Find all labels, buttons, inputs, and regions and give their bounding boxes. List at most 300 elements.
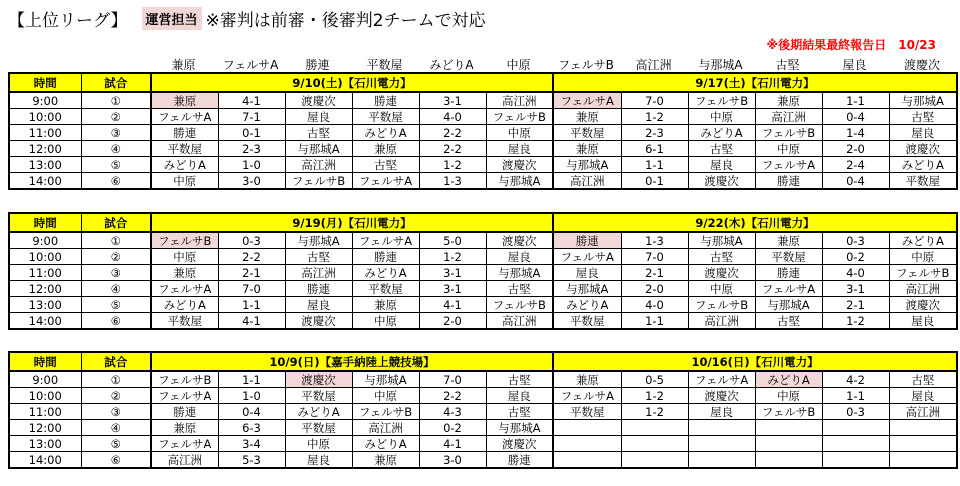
team-cell: 屋良 <box>285 452 352 469</box>
score-cell: 4-1 <box>419 436 486 452</box>
match-row <box>9 452 957 469</box>
match-row <box>9 125 957 141</box>
team-cell: 高江洲 <box>553 173 621 190</box>
team-cell: みどりA <box>688 125 755 141</box>
referee-note: ※審判は前審・後審判2チームで対応 <box>205 10 486 31</box>
team-cell: 兼原 <box>151 265 218 281</box>
team-cell: 高江洲 <box>486 92 553 109</box>
day-title: 10/16(日)【石川電力】 <box>553 352 957 371</box>
score-cell: 3-4 <box>218 436 285 452</box>
team-cell: 中原 <box>688 109 755 125</box>
team-cell: 兼原 <box>352 297 419 313</box>
team-cell <box>553 436 621 452</box>
team-cell: 勝連 <box>486 452 553 469</box>
match-number: ④ <box>81 141 151 157</box>
team-cell: 兼原 <box>553 141 621 157</box>
team-cell: 屋良 <box>889 313 957 330</box>
match-row <box>9 388 957 404</box>
score-cell: 0-1 <box>621 173 688 190</box>
team-cell: フェルサB <box>151 371 218 388</box>
score-cell: 3-0 <box>419 452 486 469</box>
team-cell: 兼原 <box>151 92 218 109</box>
match-row <box>9 232 957 249</box>
team-cell: 与那城A <box>889 92 957 109</box>
team-cell: 屋良 <box>486 141 553 157</box>
team-cell: みどりA <box>889 157 957 173</box>
team-cell: 勝連 <box>285 281 352 297</box>
time-cell: 10:00 <box>9 388 81 404</box>
team-cell: フェルサB <box>889 265 957 281</box>
score-cell: 7-1 <box>218 109 285 125</box>
match-row <box>9 249 957 265</box>
team-cell: 屋良 <box>688 157 755 173</box>
team-cell: 高江洲 <box>285 265 352 281</box>
match-row <box>9 313 957 330</box>
team-cell: 古堅 <box>486 281 553 297</box>
team-cell: フェルサA <box>755 281 822 297</box>
match-number: ② <box>81 249 151 265</box>
score-cell: 1-2 <box>822 313 889 330</box>
team-cell <box>755 420 822 436</box>
team-cell: フェルサA <box>151 281 218 297</box>
team-cell: フェルサB <box>285 173 352 190</box>
team-cell: 与那城A <box>553 157 621 173</box>
score-cell <box>822 436 889 452</box>
score-cell: 4-1 <box>218 92 285 109</box>
team-cell: フェルサB <box>688 92 755 109</box>
score-cell: 1-1 <box>822 388 889 404</box>
match-number: ① <box>81 371 151 388</box>
score-cell: 6-3 <box>218 420 285 436</box>
team-cell: フェルサA <box>352 173 419 190</box>
team-cell: 平数屋 <box>151 313 218 330</box>
team-header: 平数屋 <box>366 58 403 72</box>
report-note: ※後期結果最終報告日 10/23 <box>766 38 936 52</box>
match-number: ④ <box>81 281 151 297</box>
score-cell: 7-0 <box>621 249 688 265</box>
team-cell: 兼原 <box>352 141 419 157</box>
team-cell: 平数屋 <box>553 404 621 420</box>
score-cell: 1-3 <box>621 232 688 249</box>
match-row <box>9 173 957 190</box>
team-cell: 高江洲 <box>285 157 352 173</box>
day-title: 9/10(土)【石川電力】 <box>151 73 553 92</box>
team-cell: 高江洲 <box>151 452 218 469</box>
score-cell: 1-1 <box>218 371 285 388</box>
team-cell <box>755 452 822 469</box>
time-cell: 13:00 <box>9 157 81 173</box>
match-number: ① <box>81 232 151 249</box>
team-cell: フェルサA <box>151 109 218 125</box>
team-cell: 与那城A <box>352 371 419 388</box>
match-row <box>9 109 957 125</box>
team-cell: 古堅 <box>889 109 957 125</box>
team-cell: 平数屋 <box>889 173 957 190</box>
management-label: 運営担当 <box>142 7 202 30</box>
time-cell: 11:00 <box>9 265 81 281</box>
team-cell: 高江洲 <box>352 420 419 436</box>
time-cell: 12:00 <box>9 420 81 436</box>
match-number: ③ <box>81 265 151 281</box>
score-cell: 2-2 <box>419 388 486 404</box>
score-cell: 2-2 <box>419 141 486 157</box>
team-cell: フェルサA <box>151 436 218 452</box>
team-cell: 平数屋 <box>755 249 822 265</box>
time-cell: 9:00 <box>9 232 81 249</box>
team-cell: 古堅 <box>688 249 755 265</box>
time-header: 時間 <box>9 73 81 92</box>
team-cell: 屋良 <box>553 265 621 281</box>
team-header: 勝連 <box>305 58 330 72</box>
team-cell <box>889 420 957 436</box>
score-cell: 3-1 <box>419 92 486 109</box>
match-row <box>9 371 957 388</box>
time-cell: 13:00 <box>9 436 81 452</box>
score-cell: 0-4 <box>218 404 285 420</box>
score-cell: 5-0 <box>419 232 486 249</box>
team-cell: フェルサB <box>352 404 419 420</box>
score-cell: 4-0 <box>419 109 486 125</box>
team-cell: フェルサB <box>688 297 755 313</box>
score-cell: 0-3 <box>822 404 889 420</box>
score-cell <box>822 452 889 469</box>
team-cell <box>889 452 957 469</box>
score-cell <box>621 452 688 469</box>
team-cell: フェルサA <box>553 388 621 404</box>
team-cell <box>688 436 755 452</box>
team-cell: 中原 <box>151 173 218 190</box>
team-cell: フェルサB <box>755 404 822 420</box>
team-cell: 古堅 <box>688 141 755 157</box>
match-number: ⑥ <box>81 313 151 330</box>
time-cell: 9:00 <box>9 92 81 109</box>
team-cell: フェルサB <box>151 232 218 249</box>
team-cell: 平数屋 <box>553 313 621 330</box>
match-row <box>9 404 957 420</box>
team-cell: 渡慶次 <box>285 313 352 330</box>
score-cell: 2-0 <box>822 141 889 157</box>
schedule-block-1 <box>8 72 958 190</box>
team-cell: 兼原 <box>755 232 822 249</box>
score-cell: 7-0 <box>419 371 486 388</box>
team-cell: 高江洲 <box>688 313 755 330</box>
team-cell: フェルサA <box>688 371 755 388</box>
time-cell: 9:00 <box>9 371 81 388</box>
team-cell: 勝連 <box>755 265 822 281</box>
score-cell: 1-1 <box>621 157 688 173</box>
score-cell: 0-3 <box>822 232 889 249</box>
team-header: 高江洲 <box>635 58 672 72</box>
schedule-block-3 <box>8 351 958 469</box>
time-cell: 12:00 <box>9 281 81 297</box>
time-cell: 14:00 <box>9 173 81 190</box>
team-header: 渡慶次 <box>903 58 940 72</box>
day-title: 9/22(木)【石川電力】 <box>553 213 957 232</box>
team-cell: 中原 <box>151 249 218 265</box>
score-cell: 5-3 <box>218 452 285 469</box>
match-number: ④ <box>81 420 151 436</box>
match-row <box>9 297 957 313</box>
team-header: みどりA <box>429 58 474 72</box>
team-cell: みどりA <box>285 404 352 420</box>
team-cell: 中原 <box>285 436 352 452</box>
time-cell: 12:00 <box>9 141 81 157</box>
score-cell: 2-4 <box>822 157 889 173</box>
score-cell <box>621 420 688 436</box>
score-cell: 4-2 <box>822 371 889 388</box>
score-cell: 1-2 <box>621 404 688 420</box>
match-number: ⑤ <box>81 436 151 452</box>
team-cell: みどりA <box>889 232 957 249</box>
match-header: 試合 <box>81 213 151 232</box>
team-cell: フェルサB <box>486 109 553 125</box>
team-cell: 平数屋 <box>151 141 218 157</box>
match-number: ⑤ <box>81 157 151 173</box>
day-title: 9/19(月)【石川電力】 <box>151 213 553 232</box>
team-cell <box>889 436 957 452</box>
score-cell: 1-3 <box>419 173 486 190</box>
team-cell <box>553 420 621 436</box>
team-cell: 与那城A <box>553 281 621 297</box>
team-cell: 与那城A <box>486 265 553 281</box>
team-cell: 勝連 <box>352 92 419 109</box>
team-header: 屋良 <box>842 58 867 72</box>
team-cell: 渡慶次 <box>688 265 755 281</box>
time-cell: 10:00 <box>9 109 81 125</box>
team-cell <box>688 452 755 469</box>
match-row <box>9 281 957 297</box>
team-header: フェルサA <box>222 58 279 72</box>
team-cell: フェルサA <box>553 249 621 265</box>
team-cell: 古堅 <box>486 371 553 388</box>
team-cell: フェルサA <box>755 157 822 173</box>
match-header: 試合 <box>81 352 151 371</box>
team-cell: 中原 <box>688 281 755 297</box>
time-cell: 11:00 <box>9 404 81 420</box>
match-row <box>9 420 957 436</box>
score-cell: 4-1 <box>218 313 285 330</box>
score-cell: 1-2 <box>621 388 688 404</box>
score-cell: 1-2 <box>419 249 486 265</box>
team-cell: 勝連 <box>352 249 419 265</box>
score-cell: 1-4 <box>822 125 889 141</box>
score-cell: 3-1 <box>419 281 486 297</box>
team-cell: 中原 <box>352 388 419 404</box>
team-cell: 平数屋 <box>553 125 621 141</box>
team-cell: 兼原 <box>553 371 621 388</box>
score-cell: 1-2 <box>621 109 688 125</box>
team-cell: 平数屋 <box>285 388 352 404</box>
team-cell: みどりA <box>755 371 822 388</box>
match-number: ① <box>81 92 151 109</box>
team-cell: 与那城A <box>755 297 822 313</box>
team-cell: 古堅 <box>486 404 553 420</box>
team-header: フェルサB <box>558 58 614 72</box>
team-cell: 勝連 <box>755 173 822 190</box>
time-header: 時間 <box>9 352 81 371</box>
match-number: ③ <box>81 125 151 141</box>
score-cell: 4-1 <box>419 297 486 313</box>
team-cell: 高江洲 <box>889 281 957 297</box>
team-cell: 古堅 <box>755 313 822 330</box>
team-cell: 渡慶次 <box>889 297 957 313</box>
score-cell <box>822 420 889 436</box>
time-cell: 14:00 <box>9 452 81 469</box>
team-cell: 勝連 <box>151 404 218 420</box>
schedule-block-2 <box>8 212 958 330</box>
match-number: ② <box>81 388 151 404</box>
team-cell: 中原 <box>755 388 822 404</box>
team-cell: 渡慶次 <box>486 232 553 249</box>
team-cell: 兼原 <box>151 420 218 436</box>
score-cell: 7-0 <box>621 92 688 109</box>
header <box>8 6 486 30</box>
team-cell: 高江洲 <box>889 404 957 420</box>
score-cell: 0-1 <box>218 125 285 141</box>
match-number: ⑥ <box>81 452 151 469</box>
score-cell: 2-1 <box>218 265 285 281</box>
team-cell: 平数屋 <box>352 281 419 297</box>
team-header: 古堅 <box>775 58 800 72</box>
score-cell: 2-1 <box>822 297 889 313</box>
match-number: ② <box>81 109 151 125</box>
league-title: 【上位リーグ】 <box>8 10 128 31</box>
team-cell <box>688 420 755 436</box>
team-cell: 屋良 <box>688 404 755 420</box>
score-cell: 3-1 <box>419 265 486 281</box>
team-header: 兼原 <box>171 58 196 72</box>
score-cell <box>621 436 688 452</box>
team-cell: 与那城A <box>285 232 352 249</box>
team-cell: 渡慶次 <box>285 92 352 109</box>
day-title: 10/9(日)【嘉手納陸上競技場】 <box>151 352 553 371</box>
score-cell: 2-2 <box>218 249 285 265</box>
team-cell: 兼原 <box>755 92 822 109</box>
team-cell: 渡慶次 <box>486 436 553 452</box>
team-cell: 与那城A <box>688 232 755 249</box>
team-cell: みどりA <box>352 265 419 281</box>
team-cell: 与那城A <box>486 420 553 436</box>
team-cell: フェルサA <box>151 388 218 404</box>
team-header: 与那城A <box>698 58 743 72</box>
match-row <box>9 92 957 109</box>
time-header: 時間 <box>9 213 81 232</box>
team-cell: 古堅 <box>285 249 352 265</box>
team-cell: 高江洲 <box>755 109 822 125</box>
score-cell: 1-0 <box>218 157 285 173</box>
team-cell: みどりA <box>151 297 218 313</box>
team-cell: 古堅 <box>352 157 419 173</box>
match-number: ⑥ <box>81 173 151 190</box>
team-cell: 屋良 <box>285 297 352 313</box>
team-cell: 兼原 <box>553 109 621 125</box>
team-cell: フェルサA <box>553 92 621 109</box>
team-cell: 兼原 <box>352 452 419 469</box>
team-cell: 高江洲 <box>486 313 553 330</box>
team-cell: 平数屋 <box>285 420 352 436</box>
score-cell: 2-2 <box>419 125 486 141</box>
team-cell: 勝連 <box>151 125 218 141</box>
time-cell: 11:00 <box>9 125 81 141</box>
team-cell: 与那城A <box>486 173 553 190</box>
team-cell: 古堅 <box>889 371 957 388</box>
score-cell: 1-2 <box>419 157 486 173</box>
team-cell: 屋良 <box>486 249 553 265</box>
score-cell: 2-3 <box>621 125 688 141</box>
match-row <box>9 265 957 281</box>
team-cell: フェルサB <box>755 125 822 141</box>
team-header: 中原 <box>506 58 531 72</box>
team-cell: 屋良 <box>486 388 553 404</box>
time-cell: 14:00 <box>9 313 81 330</box>
team-cell <box>553 452 621 469</box>
score-cell: 1-1 <box>822 92 889 109</box>
team-cell <box>755 436 822 452</box>
team-cell: 中原 <box>486 125 553 141</box>
match-number: ③ <box>81 404 151 420</box>
team-cell: みどりA <box>352 125 419 141</box>
match-number: ⑤ <box>81 297 151 313</box>
score-cell: 4-0 <box>621 297 688 313</box>
match-header: 試合 <box>81 73 151 92</box>
score-cell: 3-1 <box>822 281 889 297</box>
team-cell: みどりA <box>553 297 621 313</box>
time-cell: 13:00 <box>9 297 81 313</box>
team-cell: 渡慶次 <box>889 141 957 157</box>
match-row <box>9 157 957 173</box>
team-cell: 屋良 <box>889 388 957 404</box>
team-cell: 渡慶次 <box>285 371 352 388</box>
score-cell: 1-0 <box>218 388 285 404</box>
team-cell: 与那城A <box>285 141 352 157</box>
score-cell: 4-0 <box>822 265 889 281</box>
score-cell: 2-1 <box>621 265 688 281</box>
team-cell: 渡慶次 <box>486 157 553 173</box>
score-cell: 0-2 <box>419 420 486 436</box>
score-cell: 0-5 <box>621 371 688 388</box>
score-cell: 0-4 <box>822 173 889 190</box>
team-cell: 古堅 <box>285 125 352 141</box>
team-cell: フェルサB <box>486 297 553 313</box>
team-cell: 平数屋 <box>352 109 419 125</box>
team-cell: 中原 <box>352 313 419 330</box>
score-cell: 1-1 <box>621 313 688 330</box>
score-cell: 0-3 <box>218 232 285 249</box>
score-cell: 6-1 <box>621 141 688 157</box>
team-cell: 勝連 <box>553 232 621 249</box>
team-cell: 屋良 <box>889 125 957 141</box>
score-cell: 1-1 <box>218 297 285 313</box>
day-title: 9/17(土)【石川電力】 <box>553 73 957 92</box>
score-cell: 0-2 <box>822 249 889 265</box>
time-cell: 10:00 <box>9 249 81 265</box>
team-column-headers <box>8 56 956 73</box>
score-cell: 3-0 <box>218 173 285 190</box>
team-cell: 渡慶次 <box>688 173 755 190</box>
score-cell: 0-4 <box>822 109 889 125</box>
team-cell: 中原 <box>755 141 822 157</box>
team-cell: 中原 <box>889 249 957 265</box>
score-cell: 2-0 <box>419 313 486 330</box>
score-cell: 2-3 <box>218 141 285 157</box>
team-cell: フェルサA <box>352 232 419 249</box>
team-cell: みどりA <box>352 436 419 452</box>
team-cell: 渡慶次 <box>688 388 755 404</box>
match-row <box>9 436 957 452</box>
team-cell: みどりA <box>151 157 218 173</box>
score-cell: 4-3 <box>419 404 486 420</box>
score-cell: 2-0 <box>621 281 688 297</box>
